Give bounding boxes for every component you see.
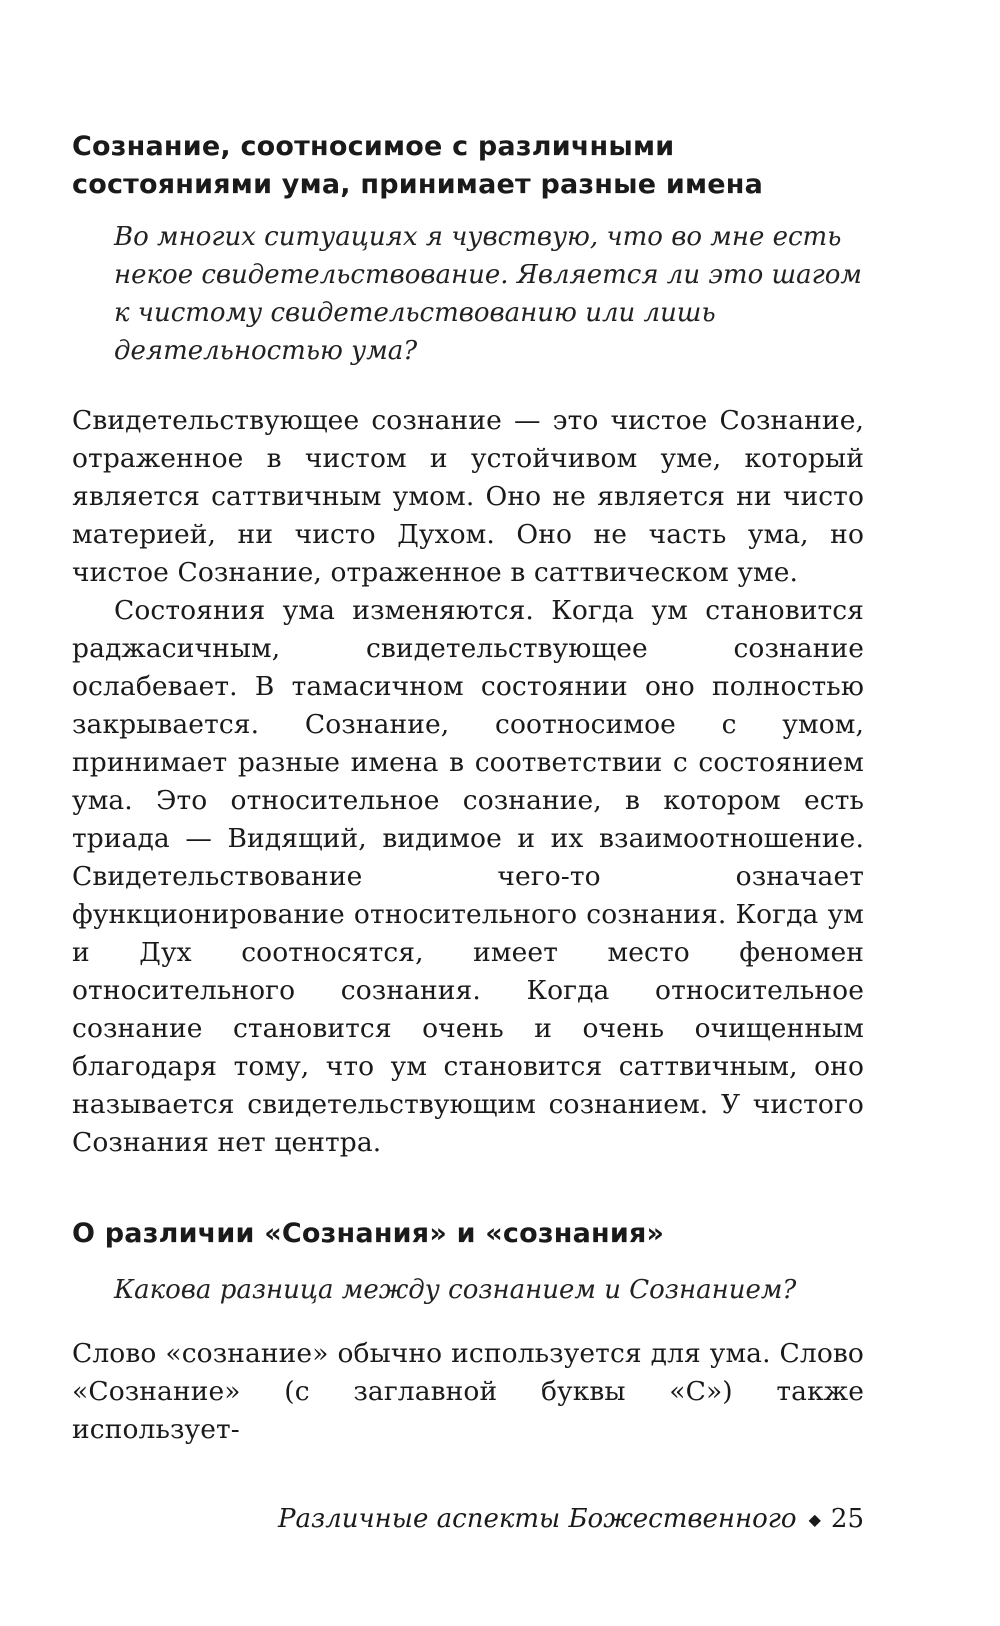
- answer-paragraph-1: Свидетельствующее сознание — это чистое Сознание, отраженное в чистом и устойчивом уме, который является саттвичным умом. Оно не является ни чисто материей, ни чисто Духом. Оно не часть ума, но чистое Сознание, отраженное в саттвическом уме.: [72, 405, 864, 588]
- running-title: Различные аспекты Божественного: [278, 1504, 797, 1534]
- page-footer: [72, 1500, 864, 1539]
- section-title-line-1: Сознание, соотносимое с различными: [72, 131, 675, 162]
- section-title: [72, 128, 864, 204]
- diamond-bullet-icon: ◆: [808, 1510, 821, 1529]
- section-2: [72, 1215, 864, 1449]
- question-text-2: Какова разница между сознанием и Сознанием?: [114, 1275, 797, 1305]
- page-number: 25: [830, 1504, 864, 1534]
- section-title-2: О различии «Сознания» и «сознания»: [72, 1218, 665, 1249]
- question-text: Во многих ситуациях я чувствую, что во мне есть некое свидетельствование. Является ли это шагом к чистому свидетельствованию или лишь деятельностью ума?: [114, 222, 862, 366]
- section-title-line-2: состояниями ума, принимает разные имена: [72, 169, 764, 200]
- answer-paragraph-2: Состояния ума изменяются. Когда ум становится раджасичным, свидетельствующее сознание ослабевает. В тамасичном состоянии оно полностью закрывается. Сознание, соотносимое с умом, принимает разные имена в соответствии с состоянием ума. Это относительное сознание, в котором есть триада — Видящий, видимое и их взаимоотношение. Свидетельствование чего-то означает функционирование относительного сознания. Когда ум и Дух соотносятся, имеет место феномен относительного сознания. Когда относительное сознание становится очень и очень очищенным благодаря тому, что ум становится саттвичным, оно называется свидетельствующим сознанием. У чистого Сознания нет центра.: [72, 595, 864, 1158]
- section-1: [72, 128, 864, 1162]
- answer-paragraph-3: Слово «сознание» обычно используется для ума. Слово «Сознание» (с заглавной буквы «С») также использует-: [72, 1338, 864, 1445]
